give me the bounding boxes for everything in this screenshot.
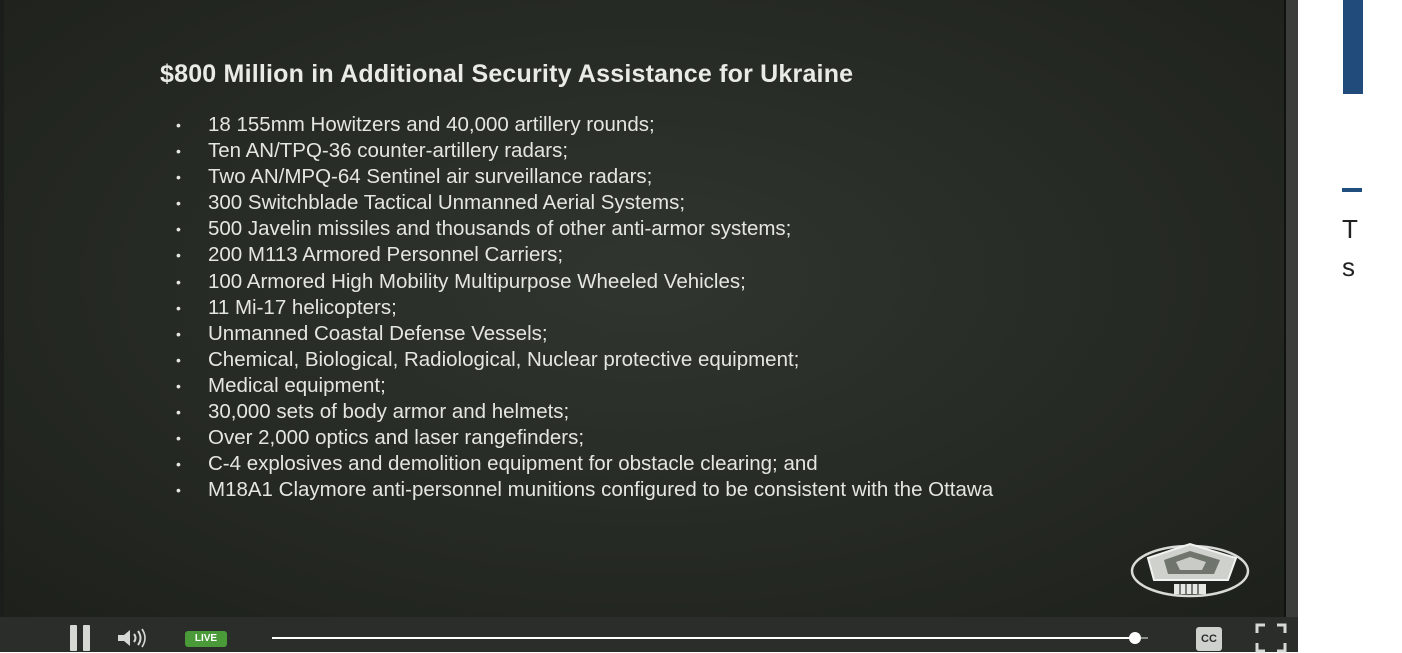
pentagon-logo-icon: [1128, 538, 1252, 600]
bullet-text: M18A1 Claymore anti-personnel munitions configured to be consistent with the Ottawa: [208, 478, 994, 502]
progress-fill: [272, 637, 1135, 639]
bullet-text: Medical equipment;: [208, 373, 386, 397]
sidebar: [1298, 0, 1358, 652]
video-frame[interactable]: [4, 0, 1284, 617]
video-frame-edge: [1284, 0, 1298, 617]
volume-icon[interactable]: [116, 627, 148, 649]
bullet-text: Two AN/MPQ-64 Sentinel air surveillance radars;: [208, 165, 653, 189]
slide-bullet-item: [176, 138, 993, 164]
bullet-dot: •: [176, 247, 181, 264]
bullet-dot: •: [176, 430, 181, 447]
control-bar: [0, 617, 1298, 652]
bullet-text: Chemical, Biological, Radiological, Nuclear protective equipment;: [208, 347, 800, 371]
bullet-dot: •: [176, 456, 181, 473]
bullet-dot: •: [176, 221, 181, 238]
slide-bullet-item: [176, 425, 993, 451]
slide-bullet-item: [176, 321, 993, 347]
bullet-dot: •: [176, 404, 181, 421]
slide-bullet-item: [176, 399, 993, 425]
pause-icon: [70, 625, 77, 651]
bullet-dot: •: [176, 325, 181, 342]
sidebar-thumbnail[interactable]: [1343, 0, 1363, 94]
progress-thumb[interactable]: [1129, 632, 1141, 644]
bullet-text: 11 Mi-17 helicopters;: [208, 295, 397, 319]
pause-button[interactable]: [66, 625, 96, 651]
bullet-text: 200 M113 Armored Personnel Carriers;: [208, 243, 564, 267]
slide-bullet-item: [176, 164, 993, 190]
slide-bullet-item: [176, 190, 993, 216]
bullet-text: C-4 explosives and demolition equipment for obstacle clearing; and: [208, 452, 818, 476]
bullet-dot: •: [176, 195, 181, 212]
slide-bullet-item: [176, 347, 993, 373]
live-badge[interactable]: LIVE: [185, 631, 227, 647]
bullet-dot: •: [176, 117, 181, 133]
bullet-dot: •: [176, 351, 181, 368]
bullet-text: Ten AN/TPQ-36 counter-artillery radars;: [208, 139, 569, 163]
slide-bullet-item: [176, 373, 993, 399]
bullet-text: 500 Javelin missiles and thousands of other anti-armor systems;: [208, 217, 792, 241]
slide-bullet-item: [176, 112, 993, 138]
progress-bar[interactable]: [272, 637, 1148, 639]
slide-bullet-item: [176, 295, 993, 321]
slide-bullet-list: [176, 112, 993, 503]
sidebar-divider: [1342, 188, 1362, 192]
bullet-text: 18 155mm Howitzers and 40,000 artillery rounds;: [208, 113, 655, 136]
pause-icon-bar: [83, 625, 90, 651]
slide-bullet-item: [176, 216, 993, 242]
bullet-dot: •: [176, 299, 181, 316]
bullet-dot: •: [176, 377, 181, 394]
bullet-dot: •: [176, 143, 181, 160]
closed-captions-button[interactable]: CC: [1196, 627, 1222, 651]
bullet-dot: •: [176, 482, 181, 499]
fullscreen-icon[interactable]: [1255, 623, 1287, 653]
bullet-dot: •: [176, 273, 181, 290]
slide-bullet-item: [176, 242, 993, 268]
bullet-text: 300 Switchblade Tactical Unmanned Aerial Systems;: [208, 191, 686, 215]
slide-bullet-item: [176, 269, 993, 295]
slide-title: $800 Million in Additional Security Assistance for Ukraine: [160, 60, 854, 88]
slide-bullet-item: [176, 451, 993, 477]
sidebar-text: T s: [1342, 214, 1358, 282]
slide-bullet-item: [176, 477, 993, 503]
bullet-text: Unmanned Coastal Defense Vessels;: [208, 321, 548, 345]
bullet-text: 100 Armored High Mobility Multipurpose Wheeled Vehicles;: [208, 269, 746, 293]
bullet-text: Over 2,000 optics and laser rangefinders;: [208, 426, 585, 450]
bullet-text: 30,000 sets of body armor and helmets;: [208, 400, 570, 424]
bullet-dot: •: [176, 169, 181, 186]
